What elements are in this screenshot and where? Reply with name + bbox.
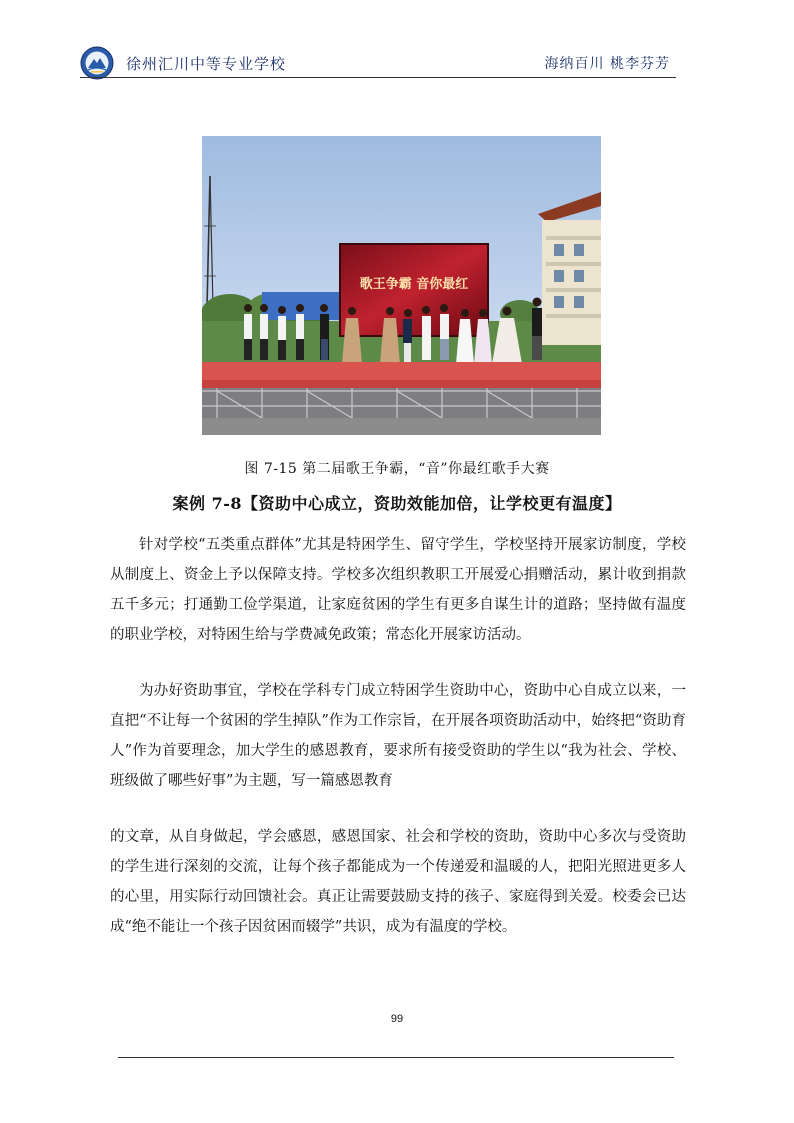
paragraph-text: 针对学校“五类重点群体”尤其是特困学生、留守学生，学校坚持开展家访制度，学校从制度上、资金上予以保障支持。学校多次组织教职工开展爱心捐赠活动，累计收到捐款五千多元；打通勤工俭学渠道，让家庭贫困的学生有更多自谋生计的道路；坚持做有温度的职业学校，对特困生给与学费减免政策；常态化开展家访活动。 [110, 537, 686, 643]
paragraph-2 [110, 676, 686, 796]
school-motto: 海纳百川 桃李芬芳 [544, 56, 670, 72]
paragraph-text: 为办好资助事宜，学校在学科专门成立特困学生资助中心，资助中心自成立以来，一直把“不让每一个贫困的学生掉队”作为工作宗旨，在开展各项资助活动中，始终把“资助育人”作为首要理念，加大学生的感恩教育，要求所有接受资助的学生以“我为社会、学校、班级做了哪些好事”为主题，写一篇感恩教育 [110, 683, 686, 789]
header-divider [80, 77, 676, 78]
paragraph-3 [110, 822, 686, 942]
singing-contest-photo [202, 136, 601, 435]
case-title: 案例 7-8【资助中心成立，资助效能加倍，让学校更有温度】 [172, 494, 622, 513]
paragraph-1 [110, 530, 686, 650]
stage-platform [202, 362, 601, 435]
school-name: 徐州汇川中等专业学校 [126, 55, 287, 73]
figure-caption: 图 7-15 第二届歌王争霸，“音”你最红歌手大赛 [244, 461, 550, 477]
page-header [80, 44, 676, 80]
stage-banner-text: 歌王争霸 音你最红 [359, 277, 469, 292]
paragraph-text: 的文章，从自身做起，学会感恩，感恩国家、社会和学校的资助，资助中心多次与受资助的学生进行深刻的交流，让每个孩子都能成为一个传递爱和温暖的人，把阳光照进更多人的心里，用实际行动回馈社会。真正让需要鼓励支持的孩子、家庭得到关爱。校委会已达成“绝不能让一个孩子因贫困而辍学”共识，成为有温度的学校。 [110, 829, 686, 935]
school-logo [80, 46, 114, 80]
footer-divider [118, 1057, 674, 1058]
page-number: 99 [390, 1013, 404, 1025]
